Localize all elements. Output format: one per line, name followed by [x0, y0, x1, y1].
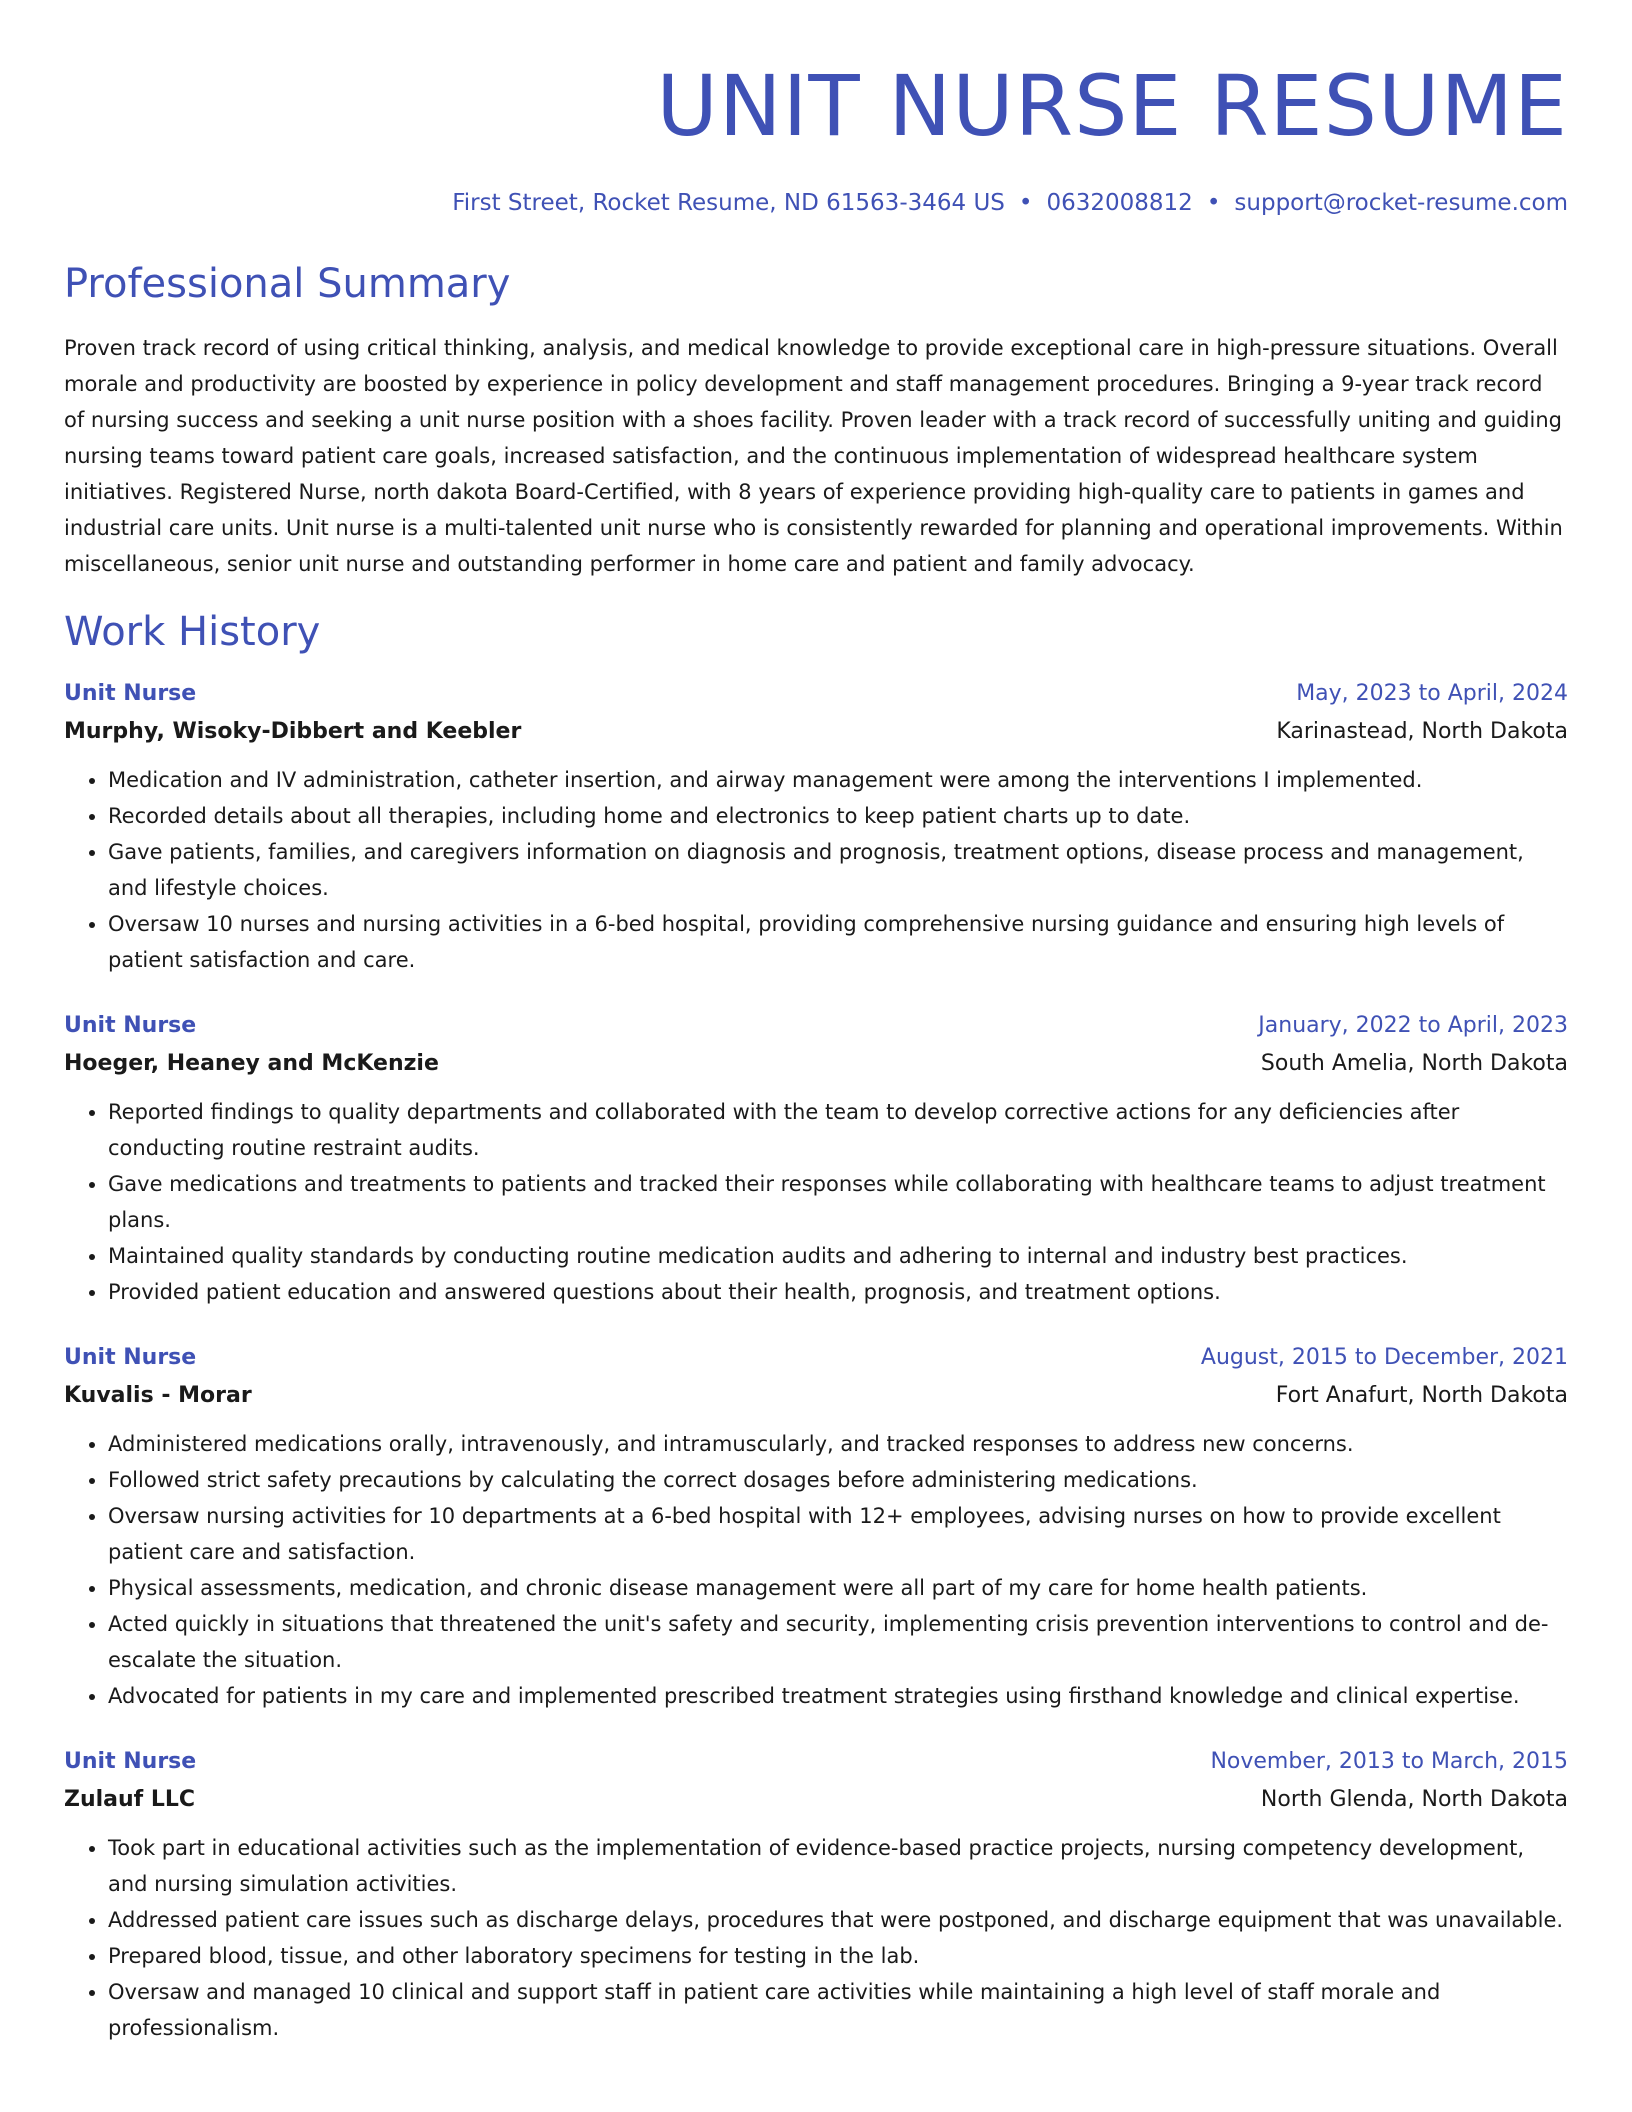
- job-bullet: • Oversaw 10 nurses and nursing activities in a 6-bed hospital, providing comprehensive nursing guidance and ensuring high levels of patient satisfaction and care.: [108, 906, 1568, 978]
- job-dates: August, 2015 to December, 2021: [1200, 1345, 1568, 1370]
- job-title: Unit Nurse: [64, 1345, 197, 1370]
- job-bullet: • Prepared blood, tissue, and other laboratory specimens for testing in the lab.: [108, 1938, 1568, 1974]
- job-bullet: • Maintained quality standards by conducting routine medication audits and adhering to internal and industry best practices.: [108, 1238, 1568, 1274]
- summary-heading: Professional Summary: [64, 261, 511, 307]
- job-bullet: • Medication and IV administration, catheter insertion, and airway management were among the interventions I implemented.: [108, 762, 1568, 798]
- contact-line: [64, 188, 1568, 218]
- job-bullet: • Oversaw and managed 10 clinical and support staff in patient care activities while maintaining a high level of staff morale and professionalism.: [108, 1974, 1568, 2046]
- job-bullet: • Provided patient education and answered questions about their health, prognosis, and treatment options.: [108, 1274, 1568, 1310]
- job-title: Unit Nurse: [64, 1749, 197, 1774]
- job-entry: [64, 1008, 1568, 1310]
- job-bullet: • Oversaw nursing activities for 10 departments at a 6-bed hospital with 12+ employees, advising nurses on how to provide excellent patient care and satisfaction.: [108, 1498, 1568, 1570]
- contact-phone: 0632008812: [1046, 190, 1193, 216]
- job-company: Murphy, Wisoky-Dibbert and Keebler: [64, 719, 522, 744]
- job-location: Fort Anafurt, North Dakota: [1275, 1383, 1568, 1408]
- job-entry: [64, 676, 1568, 978]
- job-bullet-list: [64, 762, 1568, 978]
- job-bullet-list: [64, 1830, 1568, 2046]
- job-bullet: • Followed strict safety precautions by calculating the correct dosages before administering medications.: [108, 1462, 1568, 1498]
- job-bullet-list: [64, 1094, 1568, 1310]
- job-bullet: • Physical assessments, medication, and chronic disease management were all part of my care for home health patients.: [108, 1570, 1568, 1606]
- job-bullet-list: [64, 1426, 1568, 1714]
- job-bullet: • Gave patients, families, and caregivers information on diagnosis and prognosis, treatment options, disease process and management, and lifestyle choices.: [108, 834, 1568, 906]
- job-bullet: • Acted quickly in situations that threatened the unit's safety and security, implementing crisis prevention interventions to control and de-escalate the situation.: [108, 1606, 1568, 1678]
- job-bullet: • Advocated for patients in my care and implemented prescribed treatment strategies using firsthand knowledge and clinical expertise.: [108, 1678, 1568, 1714]
- contact-email: support@rocket-resume.com: [1234, 190, 1568, 216]
- job-dates: November, 2013 to March, 2015: [1210, 1749, 1568, 1774]
- job-company: Hoeger, Heaney and McKenzie: [64, 1051, 439, 1076]
- resume-title: UNIT NURSE RESUME: [656, 57, 1568, 155]
- job-location: South Amelia, North Dakota: [1260, 1051, 1568, 1076]
- job-bullet: • Gave medications and treatments to patients and tracked their responses while collaborating with healthcare teams to adjust treatment plans.: [108, 1166, 1568, 1238]
- job-company: Zulauf LLC: [64, 1787, 196, 1812]
- work-history-section: [64, 606, 1568, 2046]
- job-bullet: • Recorded details about all therapies, including home and electronics to keep patient charts up to date.: [108, 798, 1568, 834]
- job-bullet: • Reported findings to quality departments and collaborated with the team to develop corrective actions for any deficiencies after conducting routine restraint audits.: [108, 1094, 1568, 1166]
- job-location: Karinastead, North Dakota: [1276, 719, 1568, 744]
- contact-separator: •: [1206, 190, 1221, 216]
- contact-address: First Street, Rocket Resume, ND 61563-3464 US: [452, 190, 1005, 216]
- summary-section: [64, 258, 1568, 582]
- job-bullet: • Took part in educational activities such as the implementation of evidence-based practice projects, nursing competency development, and nursing simulation activities.: [108, 1830, 1568, 1902]
- job-dates: January, 2022 to April, 2023: [1258, 1013, 1568, 1038]
- job-title: Unit Nurse: [64, 681, 197, 706]
- work-history-heading: Work History: [64, 609, 321, 655]
- job-company: Kuvalis - Morar: [64, 1383, 252, 1408]
- resume-header: [64, 56, 1568, 218]
- job-bullet: • Addressed patient care issues such as discharge delays, procedures that were postponed, and discharge equipment that was unavailable.: [108, 1902, 1568, 1938]
- job-entry: [64, 1744, 1568, 2046]
- job-entry: [64, 1340, 1568, 1714]
- summary-text: Proven track record of using critical thinking, analysis, and medical knowledge to provide exceptional care in high-pressure situations. Overall morale and productivity are boosted by experience in policy development and staff management procedures. Bringing a 9-year track record of nursing success and seeking a unit nurse position with a shoes facility. Proven leader with a track record of successfully uniting and guiding nursing teams toward patient care goals, increased satisfaction, and the continuous implementation of widespread healthcare system initiatives. Registered Nurse, north dakota Board-Certified, with 8 years of experience providing high-quality care to patients in games and industrial care units. Unit nurse is a multi-talented unit nurse who is consistently rewarded for planning and operational improvements. Within miscellaneous, senior unit nurse and outstanding performer in home care and patient and family advocacy.: [64, 336, 1563, 576]
- contact-separator: •: [1018, 190, 1033, 216]
- job-dates: May, 2023 to April, 2024: [1296, 681, 1568, 706]
- job-location: North Glenda, North Dakota: [1260, 1787, 1568, 1812]
- job-title: Unit Nurse: [64, 1013, 197, 1038]
- job-bullet: • Administered medications orally, intravenously, and intramuscularly, and tracked responses to address new concerns.: [108, 1426, 1568, 1462]
